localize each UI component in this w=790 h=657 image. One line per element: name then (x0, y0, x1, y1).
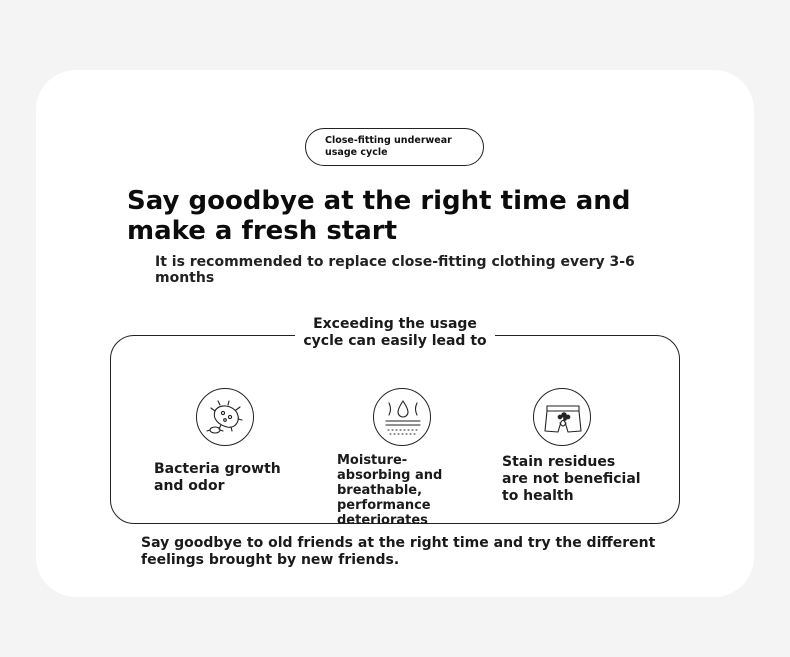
bacteria-label: Bacteria growth and odor (154, 461, 281, 494)
usage-cycle-box-title: Exceeding the usage cycle can easily lead to (295, 316, 495, 350)
page-headline: Say goodbye at the right time and make a fresh start (127, 186, 631, 246)
stain-label: Stain residues are not beneficial to health (502, 454, 641, 504)
bacteria-icon (196, 388, 254, 446)
usage-cycle-badge: Close-fitting underwear usage cycle (305, 128, 484, 166)
replacement-recommendation: It is recommended to replace close-fitting clothing every 3-6 months (155, 254, 635, 286)
closing-message: Say goodbye to old friends at the right time and try the different feelings brought by new friends. (141, 535, 656, 568)
moisture-label: Moisture-absorbing and breathable, performance deteriorates (337, 453, 443, 528)
underwear-stain-icon (533, 388, 591, 446)
moisture-icon (373, 388, 431, 446)
